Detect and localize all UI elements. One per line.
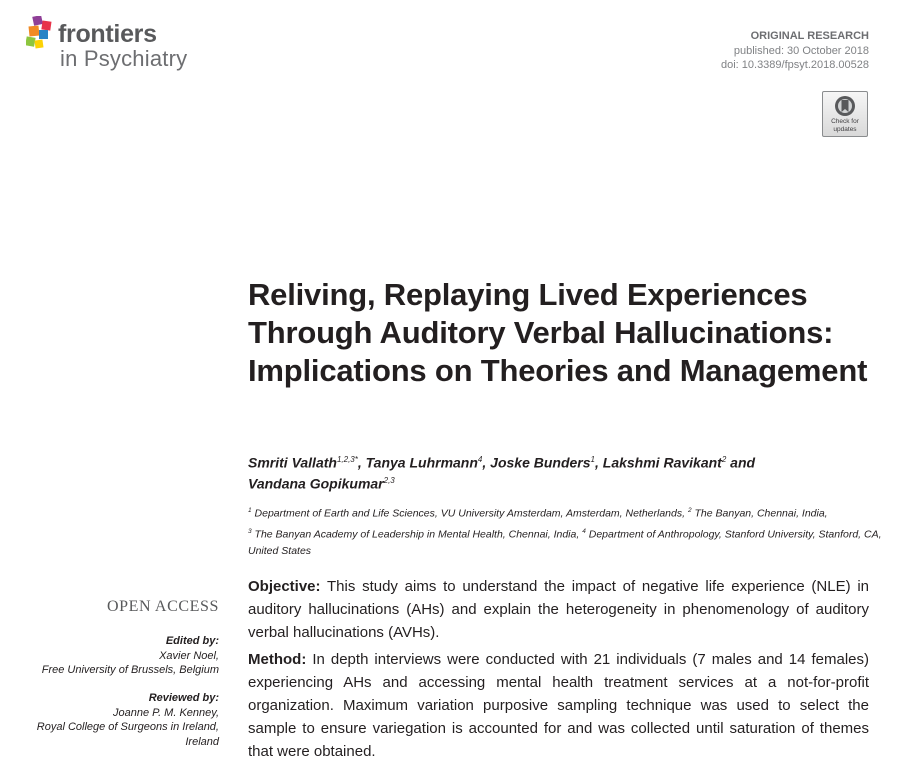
abstract-method: [248, 648, 869, 763]
affiliation-sup: 1: [248, 507, 252, 514]
method-label: Method:: [248, 651, 307, 668]
author-name[interactable]: Joske Bunders: [490, 454, 591, 471]
author-name[interactable]: Vandana Gopikumar: [248, 475, 384, 492]
journal-brand: frontiers: [58, 20, 157, 48]
objective-text: This study aims to understand the impact of negative life experience (NLE) in auditory hallucinations (AHs) and explain the heterogeneity in phenomenology of auditory verbal hallucinations (AVHs).: [248, 578, 869, 641]
frontiers-logo-mark: [26, 16, 60, 50]
author-separator: ,: [482, 454, 491, 471]
affiliation-text: Department of Anthropology, Stanford University, Stanford, CA, United States: [248, 528, 882, 557]
affiliation-sup: 2: [687, 507, 692, 514]
affiliation-text: The Banyan Academy of Leadership in Mental Health, Chennai, India,: [251, 528, 583, 540]
author-name[interactable]: Smriti Vallath: [248, 454, 337, 471]
author-name[interactable]: Lakshmi Ravikant: [602, 454, 722, 471]
bookmark-icon: [834, 95, 856, 117]
article-meta: [721, 29, 869, 73]
editor-name[interactable]: Xavier Noel,: [159, 649, 219, 662]
author-separator: ,: [594, 454, 603, 471]
abstract: [248, 575, 869, 767]
reviewer-name[interactable]: Joanne P. M. Kenney,: [113, 706, 219, 719]
updates-label-1: Check for: [831, 118, 859, 125]
editor-block: [20, 634, 219, 678]
author-sup: 2: [721, 455, 727, 464]
author-sup: 4: [477, 455, 483, 464]
method-text: In depth interviews were conducted with 21 individuals (7 males and 14 females) experiencing AHs and accessing mental health treatment services at a not-for-profit organization. Maximum variation purposive sampling technique was used to select the sample to ensure variegation is accounted for and was collected until saturation of themes that were obtained.: [248, 651, 869, 760]
open-access-label: OPEN ACCESS: [107, 598, 219, 615]
affiliation-sup: 4: [582, 527, 586, 535]
affiliation-text: The Banyan, Chennai, India,: [691, 507, 828, 520]
author-list: [248, 451, 878, 492]
doi[interactable]: doi: 10.3389/fpsyt.2018.00528: [720, 59, 869, 71]
author-separator: ,: [357, 454, 366, 471]
editor-affiliation: Free University of Brussels, Belgium: [41, 664, 219, 676]
journal-subtitle: in Psychiatry: [60, 46, 188, 71]
affiliations: [248, 502, 888, 560]
affiliation-text: Department of Earth and Life Sciences, VU University Amsterdam, Amsterdam, Netherlands,: [251, 507, 688, 520]
published-date: published: 30 October 2018: [733, 44, 869, 57]
author-sup: 2,3: [383, 475, 395, 485]
updates-label-2: updates: [833, 126, 857, 133]
author-sup: 1: [590, 455, 595, 464]
objective-label: Objective:: [248, 578, 321, 595]
author-separator: and: [726, 454, 756, 471]
author-name[interactable]: Tanya Luhrmann: [365, 454, 478, 471]
reviewer-affiliation: Ireland: [185, 735, 219, 748]
reviewer-block: [20, 691, 219, 749]
reviewed-by-heading: Reviewed by:: [148, 692, 219, 704]
edited-by-heading: Edited by:: [165, 635, 219, 647]
reviewer-affiliation: Royal College of Surgeons in Ireland,: [36, 721, 219, 733]
article-type: ORIGINAL RESEARCH: [750, 30, 869, 42]
affiliation-sup: 3: [248, 527, 252, 535]
article-title: Reliving, Replaying Lived Experiences Through Auditory Verbal Hallucinations: Implications on Theories and Management: [248, 277, 868, 388]
check-for-updates-button[interactable]: [822, 91, 868, 137]
abstract-objective: [248, 575, 869, 644]
author-sup: 1,2,3*: [336, 455, 358, 464]
